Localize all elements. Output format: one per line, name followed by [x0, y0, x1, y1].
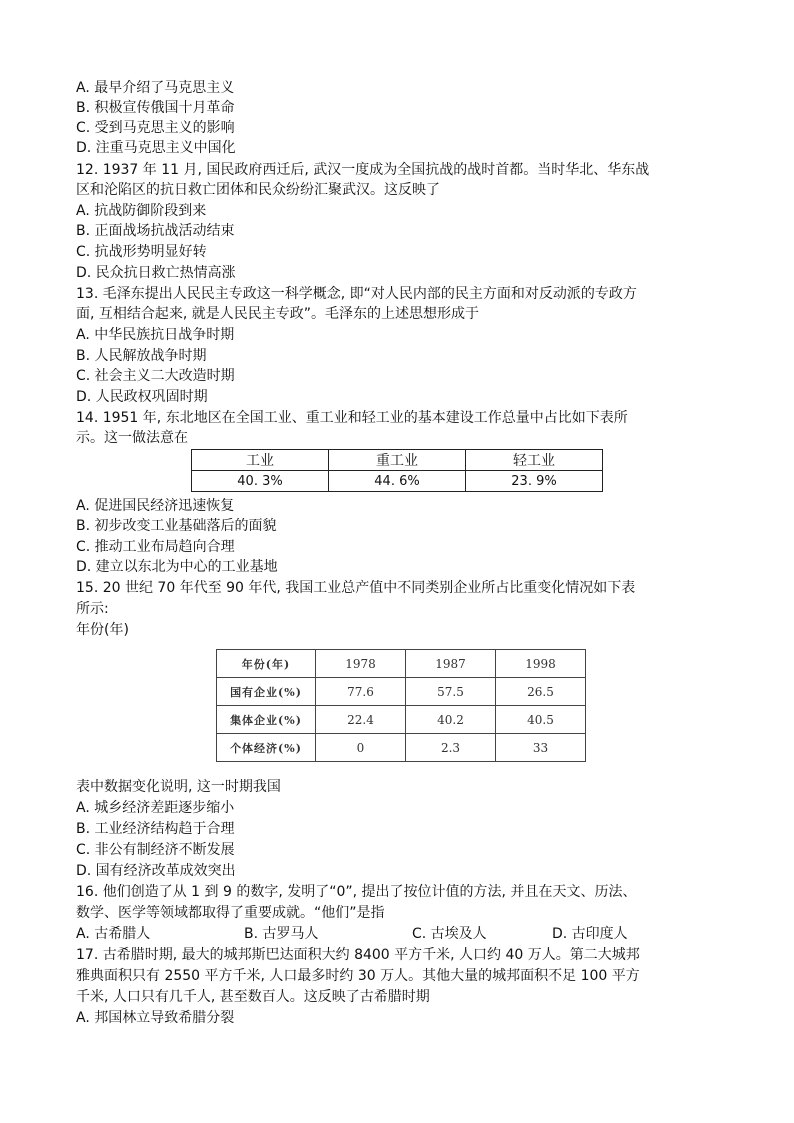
q14-option-a: A. 促进国民经济迅速恢复 — [76, 498, 235, 514]
q14-stem-line2: 示。这一做法意在 — [76, 430, 188, 446]
q15-row-state-owned — [217, 678, 586, 706]
q15-year-1978: 1978 — [316, 650, 406, 678]
q15-cell: 2.3 — [406, 734, 496, 762]
q17-option-a: A. 邦国林立导致希腊分裂 — [76, 1010, 235, 1026]
q13-stem-line1: 13. 毛泽东提出人民民主专政这一科学概念, 即“对人民内部的民主方面和对反动派的专政方 — [76, 286, 637, 302]
q15-year-1987: 1987 — [406, 650, 496, 678]
q13-option-d: D. 人民政权巩固时期 — [76, 389, 208, 405]
q11-option-c: C. 受到马克思主义的影响 — [76, 120, 235, 136]
q11-option-a: A. 最早介绍了马克思主义 — [76, 80, 235, 96]
q17-stem-line3: 千米, 人口只有几千人, 甚至数百人。这反映了古希腊时期 — [76, 989, 430, 1005]
q15-row-collective — [217, 706, 586, 734]
q15-option-a: A. 城乡经济差距逐步缩小 — [76, 800, 235, 816]
q14-table-value-row — [192, 471, 603, 492]
q12-stem-line1: 12. 1937 年 11 月, 国民政府西迁后, 武汉一度成为全国抗战的战时首都。当时华北、华东战 — [76, 162, 650, 178]
q15-cell: 40.2 — [406, 706, 496, 734]
q16-option-d: D. 古印度人 — [552, 926, 628, 942]
q15-row-individual — [217, 734, 586, 762]
q15-stem-line3: 年份(年) — [76, 622, 129, 638]
q16-stem-line1: 16. 他们创造了从 1 到 9 的数字, 发明了“0”, 提出了按位计值的方法, 并且在天文、历法、 — [76, 884, 637, 900]
q14-value-industry: 40. 3% — [192, 471, 329, 492]
q16-option-a: A. 古希腊人 — [76, 926, 151, 942]
q15-header-label: 年份(年) — [217, 650, 316, 678]
q15-cell: 22.4 — [316, 706, 406, 734]
q14-table — [191, 449, 603, 492]
q15-after-text: 表中数据变化说明, 这一时期我国 — [76, 779, 281, 795]
q15-stem-line2: 所示: — [76, 601, 109, 617]
q15-table — [216, 649, 586, 762]
q15-cell: 0 — [316, 734, 406, 762]
q15-row-label: 国有企业(%) — [217, 678, 316, 706]
q14-table-header-row — [192, 450, 603, 471]
q14-value-heavy: 44. 6% — [329, 471, 466, 492]
q14-header-light: 轻工业 — [466, 450, 603, 471]
q15-option-d: D. 国有经济改革成效突出 — [76, 863, 236, 879]
q13-option-a: A. 中华民族抗日战争时期 — [76, 327, 235, 343]
q12-option-a: A. 抗战防御阶段到来 — [76, 203, 207, 219]
q16-option-c: C. 古埃及人 — [412, 926, 487, 942]
q12-option-c: C. 抗战形势明显好转 — [76, 244, 207, 260]
q14-header-industry: 工业 — [192, 450, 329, 471]
q11-option-b: B. 积极宣传俄国十月革命 — [76, 100, 235, 116]
q14-option-d: D. 建立以东北为中心的工业基地 — [76, 559, 278, 575]
q13-option-c: C. 社会主义二大改造时期 — [76, 368, 235, 384]
q16-option-b: B. 古罗马人 — [244, 926, 319, 942]
q13-stem-line2: 面, 互相结合起来, 就是人民民主专政”。毛泽东的上述思想形成于 — [76, 306, 480, 322]
q15-row-label: 个体经济(%) — [217, 734, 316, 762]
q14-option-b: B. 初步改变工业基础落后的面貌 — [76, 518, 277, 534]
q12-option-b: B. 正面战场抗战活动结束 — [76, 223, 235, 239]
q15-stem-line1: 15. 20 世纪 70 年代至 90 年代, 我国工业总产值中不同类别企业所占比重变化情况如下表 — [76, 580, 636, 596]
q15-table-header-row — [217, 650, 586, 678]
q15-row-label: 集体企业(%) — [217, 706, 316, 734]
q11-option-d: D. 注重马克思主义中国化 — [76, 140, 236, 156]
q15-cell: 40.5 — [496, 706, 586, 734]
q12-option-d: D. 民众抗日救亡热情高涨 — [76, 265, 236, 281]
q15-cell: 57.5 — [406, 678, 496, 706]
q15-cell: 33 — [496, 734, 586, 762]
q14-header-heavy: 重工业 — [329, 450, 466, 471]
q15-option-c: C. 非公有制经济不断发展 — [76, 842, 235, 858]
q17-stem-line2: 雅典面积只有 2550 平方千米, 人口最多时约 30 万人。其他大量的城邦面积不足 100 平方 — [76, 968, 640, 984]
q15-cell: 77.6 — [316, 678, 406, 706]
q12-stem-line2: 区和沦陷区的抗日救亡团体和民众纷纷汇聚武汉。这反映了 — [76, 182, 440, 198]
q16-options-row — [76, 924, 716, 944]
q14-stem-line1: 14. 1951 年, 东北地区在全国工业、重工业和轻工业的基本建设工作总量中占比如下表所 — [76, 410, 628, 426]
q15-year-1998: 1998 — [496, 650, 586, 678]
q13-option-b: B. 人民解放战争时期 — [76, 348, 207, 364]
q15-option-b: B. 工业经济结构趋于合理 — [76, 821, 235, 837]
q17-stem-line1: 17. 古希腊时期, 最大的城邦斯巴达面积大约 8400 平方千米, 人口约 40 万人。第二大城邦 — [76, 947, 640, 963]
q14-value-light: 23. 9% — [466, 471, 603, 492]
q15-cell: 26.5 — [496, 678, 586, 706]
q14-option-c: C. 推动工业布局趋向合理 — [76, 539, 235, 555]
q16-stem-line2: 数学、医学等领域都取得了重要成就。“他们”是指 — [76, 905, 385, 921]
